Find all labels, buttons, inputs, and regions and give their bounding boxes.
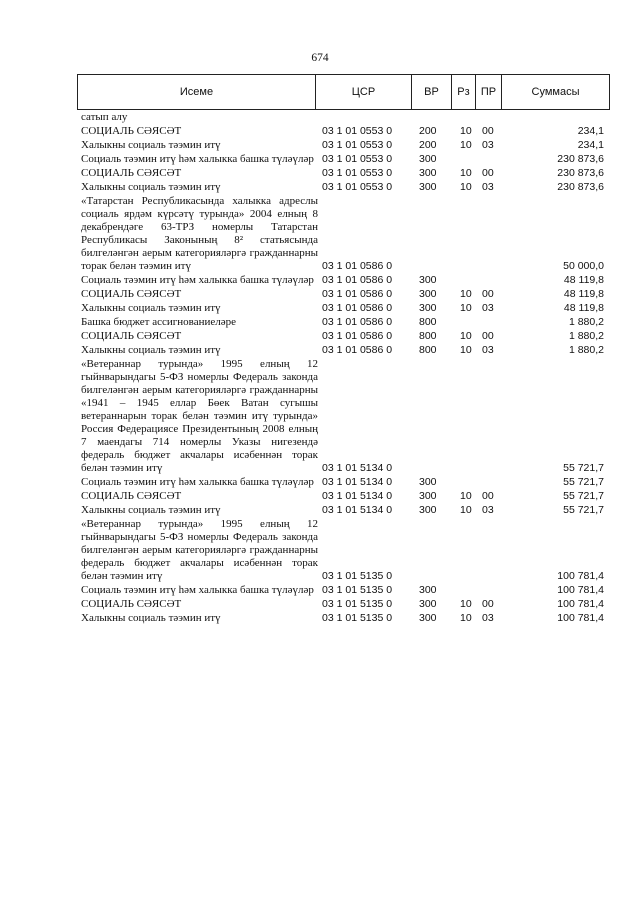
row-pr: 00 <box>482 598 494 610</box>
table-row <box>78 125 610 139</box>
row-csr: 03 1 01 5134 0 <box>322 462 393 474</box>
row-name: СОЦИАЛЬ СӘЯСӘТ <box>81 288 182 300</box>
row-pr: 00 <box>482 288 494 300</box>
table-body <box>78 111 610 626</box>
table-row <box>78 288 610 302</box>
row-sum: 55 721,7 <box>563 462 604 474</box>
row-sum: 48 119,8 <box>563 302 604 314</box>
row-csr: 03 1 01 0553 0 <box>322 139 393 151</box>
row-name: «Татарстан Республикасында халыкка адреслы социаль ярдәм күрсәтү турында» 2004 елның 8 декабрендәге 63-ТРЗ номерлы Татарстан Республикасы Законының 8² статьясында билгеләнгән аерым категорияләргә гражданнарны торак белән тәэмин итү <box>81 195 318 272</box>
row-csr: 03 1 01 0586 0 <box>322 344 393 356</box>
row-csr: 03 1 01 5135 0 <box>322 612 393 624</box>
row-rz: 10 <box>460 490 472 502</box>
table-row <box>78 504 610 518</box>
row-sum: 55 721,7 <box>563 504 604 516</box>
row-sum: 230 873,6 <box>557 181 604 193</box>
row-vr: 200 <box>419 125 437 137</box>
row-csr: 03 1 01 5134 0 <box>322 504 393 516</box>
row-rz: 10 <box>460 612 472 624</box>
row-vr: 200 <box>419 139 437 151</box>
row-vr: 300 <box>419 153 437 165</box>
row-sum: 100 781,4 <box>557 584 604 596</box>
row-csr: 03 1 01 5134 0 <box>322 476 393 488</box>
row-vr: 300 <box>419 274 437 286</box>
row-vr: 300 <box>419 612 437 624</box>
row-csr: 03 1 01 0553 0 <box>322 153 393 165</box>
row-sum: 55 721,7 <box>563 490 604 502</box>
row-name: СОЦИАЛЬ СӘЯСӘТ <box>81 125 182 137</box>
row-name: Халыкны социаль тәэмин итү <box>81 344 221 356</box>
row-sum: 1 880,2 <box>568 344 604 356</box>
row-rz: 10 <box>460 344 472 356</box>
table-row <box>78 111 610 125</box>
row-vr: 800 <box>419 330 437 342</box>
row-name: Башка бюджет ассигнованиеләре <box>81 316 236 328</box>
column-header-rz: Рз <box>452 75 476 109</box>
column-header-vr: ВР <box>412 75 452 109</box>
table-row <box>78 584 610 598</box>
row-csr: 03 1 01 0553 0 <box>322 125 393 137</box>
row-pr: 03 <box>482 504 494 516</box>
row-sum: 230 873,6 <box>557 153 604 165</box>
row-csr: 03 1 01 0586 0 <box>322 260 393 272</box>
row-pr: 00 <box>482 490 494 502</box>
column-header-name: Исеме <box>78 75 316 109</box>
row-vr: 300 <box>419 476 437 488</box>
row-sum: 100 781,4 <box>557 598 604 610</box>
row-csr: 03 1 01 0586 0 <box>322 330 393 342</box>
row-rz: 10 <box>460 139 472 151</box>
column-header-csr: ЦСР <box>316 75 412 109</box>
table-row <box>78 490 610 504</box>
row-vr: 800 <box>419 316 437 328</box>
row-vr: 300 <box>419 504 437 516</box>
row-name: Социаль тәэмин итү һәм халыкка башка түләүләр <box>81 274 314 286</box>
table-row <box>78 153 610 167</box>
table-header <box>77 74 610 110</box>
row-csr: 03 1 01 5135 0 <box>322 598 393 610</box>
row-sum: 48 119,8 <box>563 274 604 286</box>
row-name: Социаль тәэмин итү һәм халыкка башка түләүләр <box>81 476 314 488</box>
row-vr: 300 <box>419 598 437 610</box>
row-rz: 10 <box>460 598 472 610</box>
row-sum: 230 873,6 <box>557 167 604 179</box>
row-vr: 300 <box>419 181 437 193</box>
row-vr: 300 <box>419 167 437 179</box>
row-rz: 10 <box>460 125 472 137</box>
table-row <box>78 139 610 153</box>
table-row <box>78 181 610 195</box>
row-pr: 03 <box>482 302 494 314</box>
row-name: Социаль тәэмин итү һәм халыкка башка түләүләр <box>81 584 314 596</box>
row-rz: 10 <box>460 504 472 516</box>
row-sum: 55 721,7 <box>563 476 604 488</box>
table-row <box>78 518 610 584</box>
row-rz: 10 <box>460 181 472 193</box>
table-row <box>78 330 610 344</box>
row-rz: 10 <box>460 167 472 179</box>
row-sum: 1 880,2 <box>568 316 604 328</box>
table-row <box>78 195 610 274</box>
column-header-sum: Суммасы <box>531 86 580 98</box>
page-number: 674 <box>311 52 329 64</box>
row-sum: 234,1 <box>577 125 604 137</box>
row-name: СОЦИАЛЬ СӘЯСӘТ <box>81 167 182 179</box>
table-row <box>78 598 610 612</box>
row-vr: 300 <box>419 288 437 300</box>
table-row <box>78 316 610 330</box>
row-csr: 03 1 01 5135 0 <box>322 584 393 596</box>
table-row <box>78 476 610 490</box>
table-row <box>78 612 610 626</box>
row-name: сатып алу <box>81 111 128 123</box>
row-pr: 03 <box>482 139 494 151</box>
row-csr: 03 1 01 0586 0 <box>322 274 393 286</box>
row-rz: 10 <box>460 330 472 342</box>
row-name: «Ветераннар турында» 1995 елның 12 гыйнварындагы 5-ФЗ номерлы Федераль законда билгеләнгән аерым категорияләргә гражданнарны «1941 – 1945 еллар Бөек Ватан сугышы ветераннарын торак белән тәэмин итү турында» Россия Федерациясе Президентының 2008 елның 7 маендагы 714 номерлы Указы нигезендә федераль бюджет акчалары исәбеннән торак белән тәэмин итү <box>81 358 318 474</box>
row-pr: 00 <box>482 330 494 342</box>
row-vr: 300 <box>419 302 437 314</box>
row-name: СОЦИАЛЬ СӘЯСӘТ <box>81 330 182 342</box>
row-name: «Ветераннар турында» 1995 елның 12 гыйнварындагы 5-ФЗ номерлы Федераль законда билгеләнгән аерым категорияләргә гражданнарны федераль бюджет акчалары исәбеннән торак белән тәэмин итү <box>81 518 318 582</box>
row-name: Халыкны социаль тәэмин итү <box>81 302 221 314</box>
table-row <box>78 274 610 288</box>
row-sum: 100 781,4 <box>557 612 604 624</box>
table-row <box>78 344 610 358</box>
row-vr: 300 <box>419 584 437 596</box>
row-rz: 10 <box>460 302 472 314</box>
row-pr: 03 <box>482 612 494 624</box>
row-csr: 03 1 01 0586 0 <box>322 302 393 314</box>
row-csr: 03 1 01 5135 0 <box>322 570 393 582</box>
row-pr: 00 <box>482 167 494 179</box>
table-row <box>78 302 610 316</box>
row-csr: 03 1 01 0553 0 <box>322 167 393 179</box>
row-csr: 03 1 01 5134 0 <box>322 490 393 502</box>
row-pr: 00 <box>482 125 494 137</box>
row-pr: 03 <box>482 344 494 356</box>
row-name: Социаль тәэмин итү һәм халыкка башка түләүләр <box>81 153 314 165</box>
row-rz: 10 <box>460 288 472 300</box>
row-name: Халыкны социаль тәэмин итү <box>81 612 221 624</box>
table-row <box>78 358 610 476</box>
row-vr: 800 <box>419 344 437 356</box>
row-csr: 03 1 01 0553 0 <box>322 181 393 193</box>
row-sum: 48 119,8 <box>563 288 604 300</box>
row-sum: 234,1 <box>577 139 604 151</box>
row-name: Халыкны социаль тәэмин итү <box>81 181 221 193</box>
row-csr: 03 1 01 0586 0 <box>322 316 393 328</box>
row-name: Халыкны социаль тәэмин итү <box>81 139 221 151</box>
row-pr: 03 <box>482 181 494 193</box>
row-csr: 03 1 01 0586 0 <box>322 288 393 300</box>
row-name: СОЦИАЛЬ СӘЯСӘТ <box>81 490 182 502</box>
row-sum: 1 880,2 <box>568 330 604 342</box>
row-name: СОЦИАЛЬ СӘЯСӘТ <box>81 598 182 610</box>
table-row <box>78 167 610 181</box>
row-vr: 300 <box>419 490 437 502</box>
row-sum: 100 781,4 <box>557 570 604 582</box>
row-sum: 50 000,0 <box>563 260 604 272</box>
row-name: Халыкны социаль тәэмин итү <box>81 504 221 516</box>
column-header-pr: ПР <box>476 75 502 109</box>
